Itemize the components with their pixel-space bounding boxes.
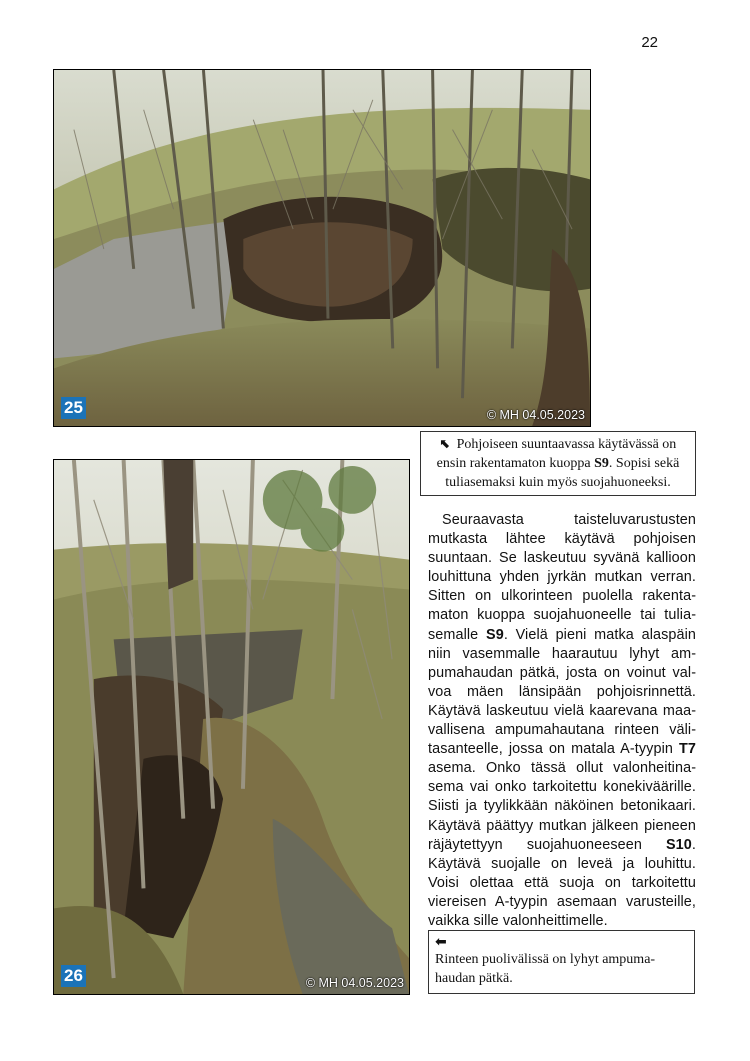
caption-text: Rinteen puolivälissä on lyhyt ampumahaudan pätkä. <box>435 952 656 986</box>
body-text-part: . Käytävä suojalle on leveä ja louhittu. Voisi olettaa että suoja on tarkoitettu viereisen A-tyypin asemaan varusteille, vaikka sille valonheittimelle. <box>428 836 696 929</box>
arrow-left-icon: ⬅ <box>435 934 447 950</box>
body-paragraph <box>428 511 696 931</box>
caption-bold-label: S9 <box>594 456 609 471</box>
body-bold-label: T7 <box>679 741 696 758</box>
photo-number-badge: 25 <box>61 397 86 419</box>
forest-trench-photo-26 <box>54 460 409 994</box>
body-bold-label: S9 <box>486 626 504 643</box>
page-number: 22 <box>641 34 658 51</box>
photo-26 <box>53 459 410 995</box>
photo-25 <box>53 69 591 427</box>
photo-number-badge: 26 <box>61 965 86 987</box>
photo-credit: © MH 04.05.2023 <box>486 408 585 422</box>
body-text-part: Seuraavasta taisteluvarustusten mutkasta lähtee käytävä pohjoisen suuntaan. Se laskeutuu syvänä kallioon louhittuna yhden jyrkän mutkan verran. Sitten on ulkorinteen puolella rakentamaton kuoppa suojahuoneelle tai tuliasemalle <box>428 512 696 643</box>
body-text-part: . Vielä pieni matka alaspäin niin vasemmalle haarautuu lyhyt ampumahaudan pätkä, josta on voinut valvoa mäen länsipään pohjoisrinnettä. Käytävä laskeutuu vielä kaarevana maavallisena ampumahautana rinteen välitasanteelle, jossa on matala A-tyypin <box>428 626 696 758</box>
caption-photo-26 <box>428 930 695 994</box>
body-text-part: asema. Onko tässä ollut valonheitinasema vai onko tarkoitettu konekiväärille. Siisti ja tyylikkään näköinen betonikaari. Käytävä päättyy mutkan jälkeen pieneen räjäytettyyn suojahuoneeseen <box>428 760 696 853</box>
forest-trench-photo-25 <box>54 70 590 426</box>
body-bold-label: S10 <box>665 836 692 853</box>
caption-text-end: . Sopisi sekä tuliasemaksi kuin myös suojahuoneeksi. <box>445 456 680 490</box>
arrow-up-left-icon: ⬉ <box>439 437 451 452</box>
body-text <box>428 511 696 931</box>
photo-credit: © MH 04.05.2023 <box>305 976 404 990</box>
caption-photo-25 <box>420 431 696 496</box>
caption-text: Pohjoiseen suuntaavassa käytävässä on ensin rakentamaton kuoppa <box>436 437 677 471</box>
